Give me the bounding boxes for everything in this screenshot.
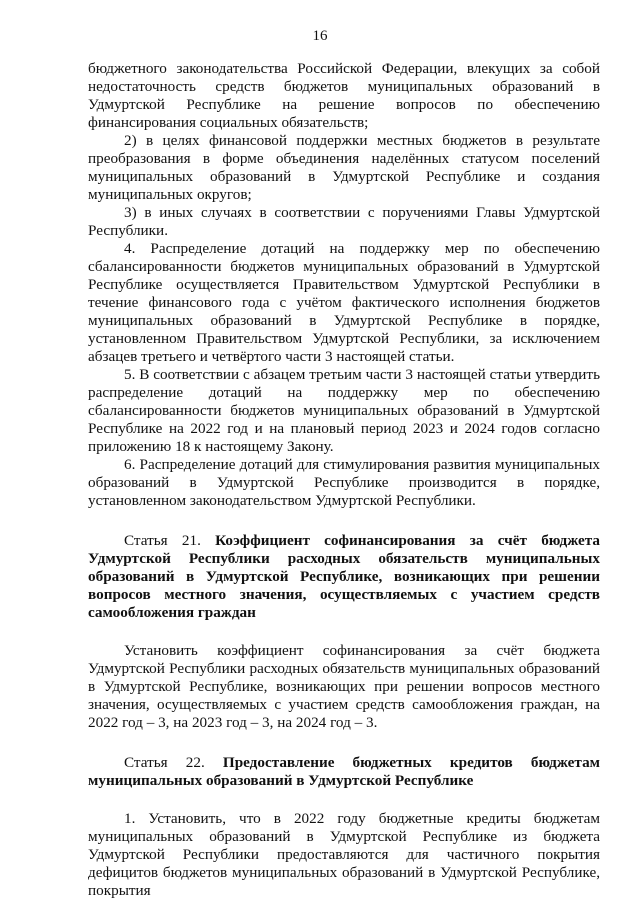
article-21-heading: [88, 532, 600, 622]
paragraph-part-4: 4. Распределение дотаций на поддержку мер по обеспечению сбалансированности бюджетов муниципальных образований в Удмуртской Республике осуществляется Правительством Удмуртской Республики в течение финансового года с учётом фактического исполнения бюджетов муниципальных образований в Удмуртской Республике в порядке, установленном Правительством Удмуртской Республики, за исключением абзацев третьего и четвёртого части 3 настоящей статьи.: [88, 240, 600, 365]
article-21-body: Установить коэффициент софинансирования за счёт бюджета Удмуртской Республики расходных обязательств муниципальных образований в Удмуртской Республике, возникающих при решении вопросов местного значения, осуществляемых с участием средств самообложения граждан, на 2022 год – 3, на 2023 год – 3, на 2024 год – 3.: [88, 642, 600, 731]
article-22-label: Статья 22.: [124, 754, 205, 771]
article-22-title: Предоставление бюджетных кредитов бюджетам муниципальных образований в Удмуртской Республике: [88, 754, 601, 789]
paragraph-item-3: 3) в иных случаях в соответствии с поручениями Главы Удмуртской Республики.: [88, 204, 600, 239]
paragraph-part-5: 5. В соответствии с абзацем третьим части 3 настоящей статьи утвердить распределение дотаций на поддержку мер по обеспечению сбалансированности бюджетов муниципальных образований в Удмуртской Республике на 2022 год и на плановый период 2023 и 2024 годов согласно приложению 18 к настоящему Закону.: [88, 366, 600, 455]
paragraph-part-6: 6. Распределение дотаций для стимулирования развития муниципальных образований в Удмуртской Республике производится в порядке, установленном законодательством Удмуртской Республики.: [88, 456, 600, 509]
paragraph-item-2: 2) в целях финансовой поддержки местных бюджетов в результате преобразования в форме объединения наделённых статусом поселений муниципальных образований в Удмуртской Республике и создания муниципальных округов;: [88, 132, 600, 203]
article-22-heading: [88, 754, 600, 790]
article-22-body: 1. Установить, что в 2022 году бюджетные кредиты бюджетам муниципальных образований в Удмуртской Республике из бюджета Удмуртской Республики предоставляются для частичного покрытия дефицитов бюджетов муниципальных образований в Удмуртской Республике, покрытия: [88, 810, 600, 899]
article-21-label: Статья 21.: [124, 532, 201, 549]
article-21-title: Коэффициент софинансирования за счёт бюджета Удмуртской Республики расходных обязательств муниципальных образований в Удмуртской Республике, возникающих при решении вопросов местного значения, осуществляемых с участием средств самообложения граждан: [88, 532, 601, 621]
document-body: [88, 60, 600, 900]
page-number: 16: [312, 28, 328, 44]
paragraph-continuation: бюджетного законодательства Российской Федерации, влекущих за собой недостаточность средств бюджетов муниципальных образований в Удмуртской Республике на решение вопросов по обеспечению финансирования социальных обязательств;: [88, 60, 600, 131]
